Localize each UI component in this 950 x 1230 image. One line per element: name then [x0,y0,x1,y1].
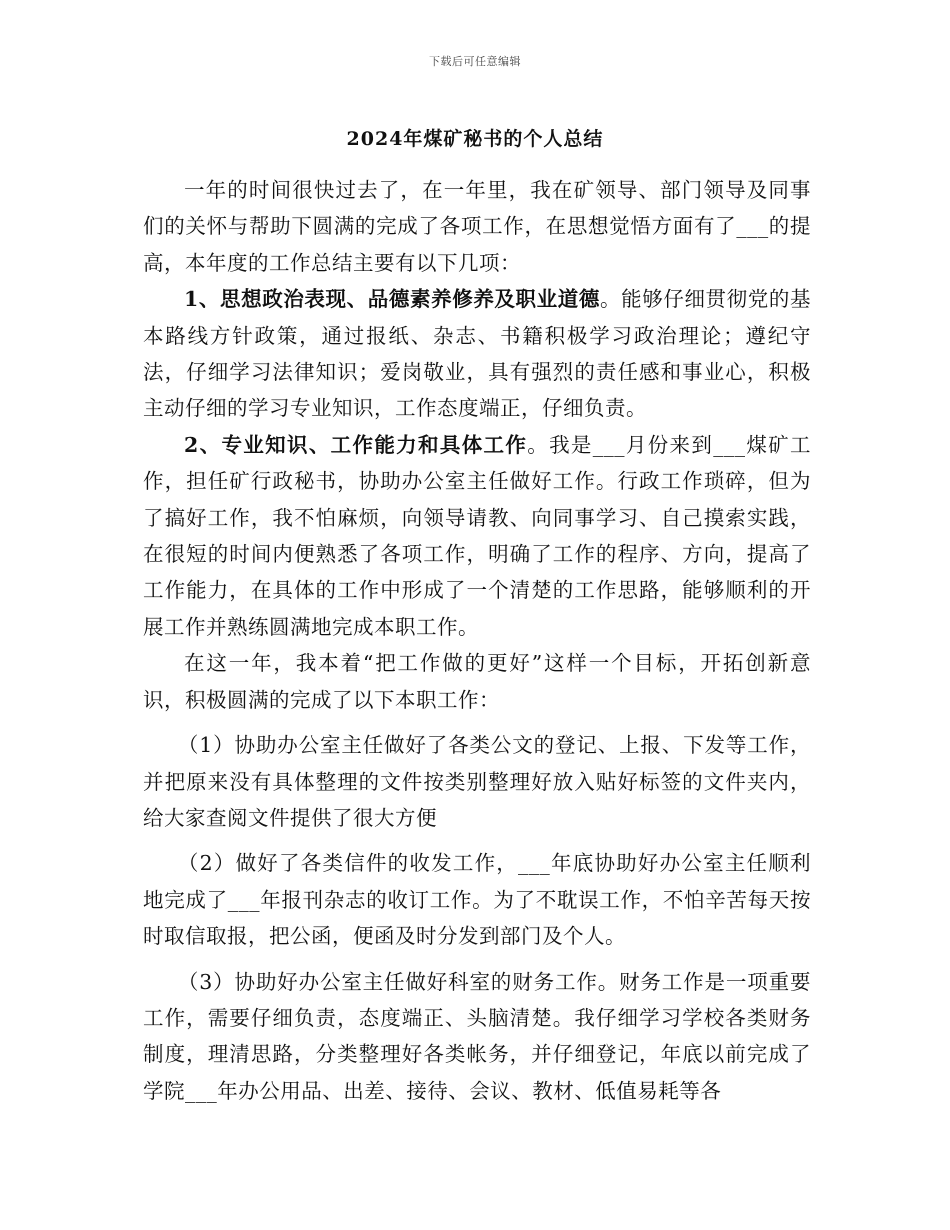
header-note: 下载后可任意编辑 [429,55,521,68]
goal-paragraph: 在这一年，我本着“把工作做的更好”这样一个目标，开拓创新意识，积极圆满的完成了以下本职工作： [143,651,811,712]
section-1-body: 。能够仔细贯彻党的基本路线方针政策，通过报纸、杂志、书籍积极学习政治理论；遵纪守法，仔细学习法律知识；爱岗敬业，具有强烈的责任感和事业心，积极主动仔细的学习专业知识，工作态度端正，仔细负责。 [143,287,812,421]
document-body [143,172,811,1109]
item-1-paragraph: （1）协助办公室主任做好了各类公文的登记、上报、下发等工作，并把原来没有具体整理的文件按类别整理好放入贴好标签的文件夹内，给大家查阅文件提供了很大方便 [143,733,811,830]
section-2-body: 。我是___月份来到___煤矿工作，担任矿行政秘书，协助办公室主任做好工作。行政工作琐碎，但为了搞好工作，我不怕麻烦，向领导请教、向同事学习、自己摸索实践，在很短的时间内便熟悉了各项工作，明确了工作的程序、方向，提高了工作能力，在具体的工作中形成了一个清楚的工作思路，能够顺利的开展工作并熟练圆满地完成本职工作。 [143,432,812,639]
section-1-paragraph [143,281,811,427]
item-2-paragraph: （2）做好了各类信件的收发工作，___年底协助好办公室主任顺利地完成了___年报刊杂志的收订工作。为了不耽误工作，不怕辛苦每天按时取信取报，把公函，便函及时分发到部门及个人。 [143,851,811,949]
intro-paragraph: 一年的时间很快过去了，在一年里，我在矿领导、部门领导及同事们的关怀与帮助下圆满的完成了各项工作，在思想觉悟方面有了___的提高，本年度的工作总结主要有以下几项： [143,178,811,275]
page-title: 2024年煤矿秘书的个人总结 [346,128,604,150]
section-2-heading: 2、专业知识、工作能力和具体工作 [184,432,528,457]
section-1-heading: 1、思想政治表现、品德素养修养及职业道德 [184,287,600,312]
item-3-paragraph: （3）协助好办公室主任做好科室的财务工作。财务工作是一项重要工作，需要仔细负责，态度端正、头脑清楚。我仔细学习学校各类财务制度，理清思路，分类整理好各类帐务，并仔细登记，年底以前完成了学院___年办公用品、出差、接待、会议、教材、低值易耗等各 [143,969,811,1103]
section-2-paragraph [143,427,811,645]
